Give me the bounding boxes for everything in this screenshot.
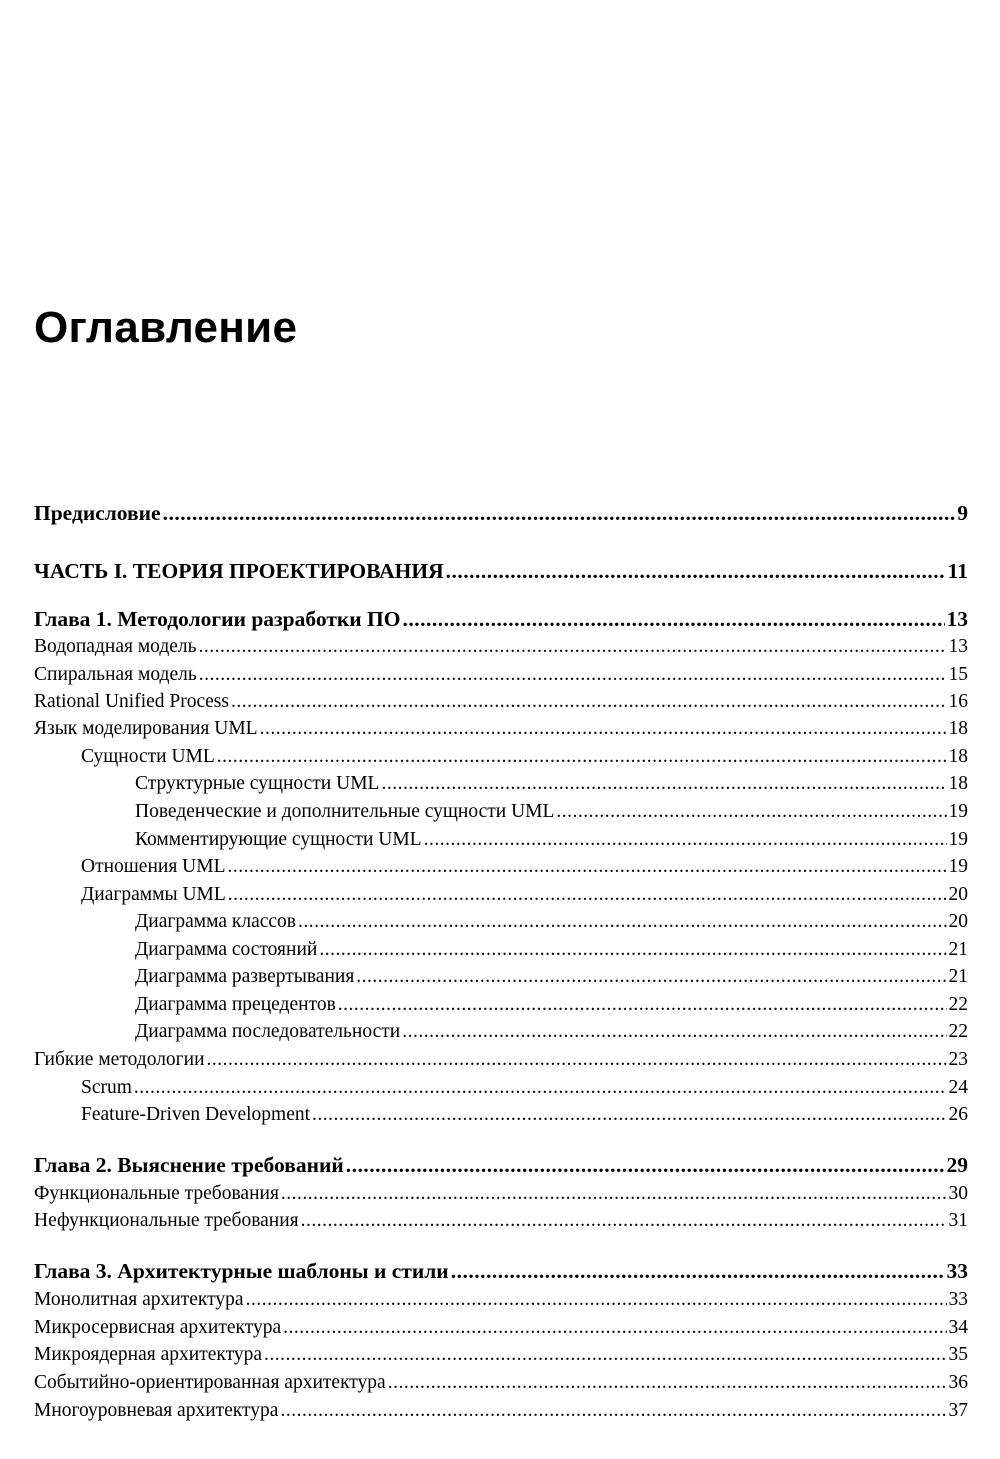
toc-entry-text: Монолитная архитектура	[34, 1289, 244, 1310]
toc-entry-page: 13	[948, 636, 968, 657]
toc-entry[interactable]	[34, 1370, 968, 1396]
toc-entry-chapter-1[interactable]	[34, 606, 968, 632]
toc-entry-page: 22	[948, 1021, 968, 1042]
toc-entry[interactable]	[34, 1181, 968, 1207]
toc-entry-page: 33	[946, 1259, 968, 1283]
dot-leader	[281, 1181, 947, 1207]
dot-leader	[556, 799, 946, 825]
toc-entry-page: 19	[948, 829, 968, 850]
dot-leader	[356, 964, 946, 990]
toc-entry-page: 18	[948, 746, 968, 767]
dot-leader	[402, 1019, 946, 1045]
toc-entry-page: 18	[948, 718, 968, 739]
toc-entry-text: Микроядерная архитектура	[34, 1344, 263, 1365]
toc-entry-page: 37	[948, 1400, 968, 1421]
toc-entry-text: Scrum	[81, 1077, 132, 1098]
toc-entry-part-1[interactable]	[34, 558, 968, 584]
toc-entry-text: Отношения UML	[81, 856, 226, 877]
toc-entry-page: 33	[948, 1289, 968, 1310]
toc-entry-text: Многоуровневая архитектура	[34, 1400, 279, 1421]
toc-entry-text: Диаграмма состояний	[135, 939, 318, 960]
dot-leader	[199, 634, 947, 660]
toc-entry-text: Диаграмма последовательности	[135, 1021, 401, 1042]
toc-entry[interactable]	[34, 799, 968, 825]
toc-entry-text: Предисловие	[34, 501, 161, 525]
dot-leader	[319, 937, 946, 963]
toc-entry-page: 24	[948, 1077, 968, 1098]
dot-leader	[217, 744, 947, 770]
dot-leader	[451, 1258, 945, 1284]
toc-entry-page: 29	[946, 1153, 968, 1177]
toc-entry-text: Спиральная модель	[34, 664, 197, 685]
toc-entry[interactable]	[34, 634, 968, 660]
toc-entry-text: Feature-Driven Development	[81, 1104, 311, 1125]
toc-entry[interactable]	[34, 1075, 968, 1101]
toc-entry[interactable]	[34, 882, 968, 908]
toc-entry-text: Событийно-ориентированная архитектура	[34, 1372, 386, 1393]
toc-entry-text: Функциональные требования	[34, 1183, 279, 1204]
toc-entry-text: Диаграмма классов	[135, 911, 296, 932]
toc-entry-page: 20	[948, 911, 968, 932]
dot-leader	[134, 1075, 947, 1101]
dot-leader	[301, 1208, 947, 1234]
toc-entry-page: 19	[948, 856, 968, 877]
dot-leader	[260, 716, 947, 742]
toc-entry-page: 21	[948, 966, 968, 987]
toc-entry-page: 9	[957, 501, 968, 525]
dot-leader	[346, 1152, 945, 1178]
toc-entry-page: 31	[948, 1210, 968, 1231]
toc-entry-text: Микросервисная архитектура	[34, 1317, 282, 1338]
toc-entry-page: 22	[948, 994, 968, 1015]
table-of-contents	[34, 0, 968, 1459]
toc-entry-page: 26	[948, 1104, 968, 1125]
toc-entry[interactable]	[34, 1342, 968, 1368]
dot-leader	[338, 992, 947, 1018]
toc-entry[interactable]	[34, 964, 968, 990]
dot-leader	[424, 827, 947, 853]
toc-entry-text: Диаграмма прецедентов	[135, 994, 336, 1015]
dot-leader	[264, 1342, 946, 1368]
dot-leader	[298, 909, 947, 935]
dot-leader	[163, 500, 956, 526]
toc-entry[interactable]	[34, 827, 968, 853]
dot-leader	[231, 689, 947, 715]
toc-entry-chapter-3[interactable]	[34, 1258, 968, 1284]
toc-entry[interactable]	[34, 937, 968, 963]
toc-entry-page: 36	[948, 1372, 968, 1393]
dot-leader	[402, 606, 944, 632]
toc-entry-text: Гибкие методологии	[34, 1049, 205, 1070]
dot-leader	[381, 771, 946, 797]
toc-entry-text: Диаграмма развертывания	[135, 966, 355, 987]
toc-entry[interactable]	[34, 744, 968, 770]
toc-entry[interactable]	[34, 1315, 968, 1341]
dot-leader	[207, 1047, 947, 1073]
dot-leader	[228, 854, 947, 880]
toc-entry-text: Глава 2. Выяснение требований	[34, 1153, 344, 1177]
toc-entry-page: 23	[948, 1049, 968, 1070]
dot-leader	[246, 1287, 947, 1313]
toc-entry-text: Диаграммы UML	[81, 884, 226, 905]
toc-entry-text: Водопадная модель	[34, 636, 197, 657]
toc-entry-page: 30	[948, 1183, 968, 1204]
toc-entry-text: Rational Unified Process	[34, 691, 229, 712]
toc-entry-page: 19	[948, 801, 968, 822]
toc-entry-text: Глава 3. Архитектурные шаблоны и стили	[34, 1259, 449, 1283]
toc-entry-page: 16	[948, 691, 968, 712]
page-title: Оглавление	[34, 303, 298, 352]
dot-leader	[446, 558, 946, 584]
toc-entry-chapter-2[interactable]	[34, 1152, 968, 1178]
dot-leader	[280, 1398, 946, 1424]
toc-entry[interactable]	[34, 689, 968, 715]
toc-entry[interactable]	[34, 1102, 968, 1128]
dot-leader	[228, 882, 947, 908]
toc-entry-page: 20	[948, 884, 968, 905]
toc-entry-text: Поведенческие и дополнительные сущности UML	[135, 801, 555, 822]
toc-entry-text: ЧАСТЬ I. ТЕОРИЯ ПРОЕКТИРОВАНИЯ	[34, 559, 444, 583]
toc-entry-text: Сущности UML	[81, 746, 215, 767]
dot-leader	[199, 662, 947, 688]
toc-entry-page: 13	[946, 607, 968, 631]
toc-entry-text: Структурные сущности UML	[135, 773, 380, 794]
toc-entry-page: 18	[948, 773, 968, 794]
dot-leader	[312, 1102, 946, 1128]
toc-entry[interactable]	[34, 1208, 968, 1234]
dot-leader	[388, 1370, 947, 1396]
dot-leader	[283, 1315, 946, 1341]
toc-entry-text: Язык моделирования UML	[34, 718, 258, 739]
toc-entry-text: Нефункциональные требования	[34, 1210, 299, 1231]
toc-entry[interactable]	[34, 992, 968, 1018]
toc-entry[interactable]	[34, 1019, 968, 1045]
toc-entry[interactable]	[34, 1047, 968, 1073]
toc-entry[interactable]	[34, 854, 968, 880]
toc-entry-text: Глава 1. Методологии разработки ПО	[34, 607, 401, 631]
toc-entry-page: 15	[948, 664, 968, 685]
toc-entry-preface[interactable]	[34, 500, 968, 526]
toc-entry[interactable]	[34, 716, 968, 742]
toc-entry-page: 34	[948, 1317, 968, 1338]
toc-entry[interactable]	[34, 771, 968, 797]
toc-entry[interactable]	[34, 1398, 968, 1424]
toc-entry[interactable]	[34, 662, 968, 688]
toc-entry[interactable]	[34, 1287, 968, 1313]
toc-entry-page: 35	[948, 1344, 968, 1365]
toc-entry-page: 11	[947, 559, 968, 583]
toc-entry-page: 21	[948, 939, 968, 960]
toc-entry[interactable]	[34, 909, 968, 935]
toc-entry-text: Комментирующие сущности UML	[135, 829, 422, 850]
